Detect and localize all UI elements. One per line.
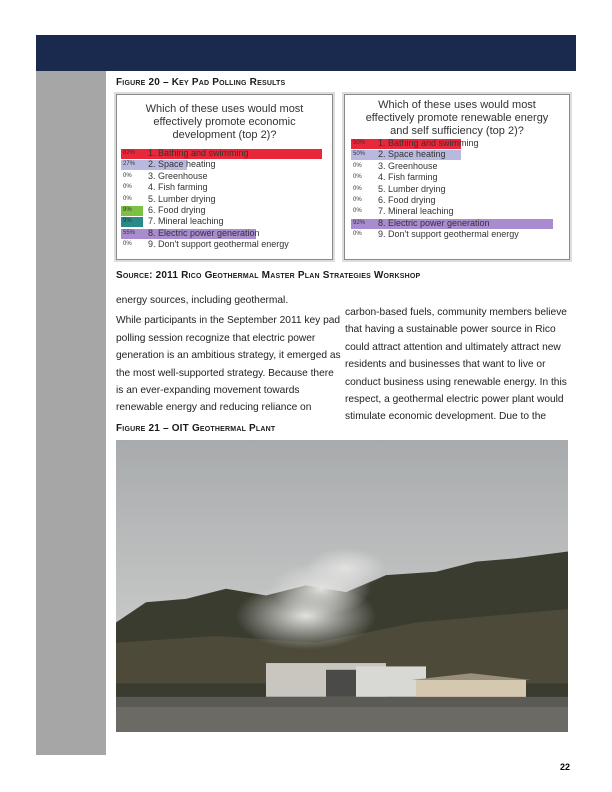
poll-percent: 0% [353,162,362,169]
poll-percent: 0% [123,195,132,202]
poll-option-label: 8. Electric power generation [378,217,490,228]
paragraph: While participants in the September 2011 key pad polling session recognize that electric power generation is an ambitious strategy, it emerged as the most well-supported strategy. Because there is an ever-expanding movement towards renewable energy and reducing reliance on [116,315,341,414]
figure-21-caption: Figure 21 – OIT Geothermal Plant [116,423,276,434]
poll-option-label: 6. Food drying [148,204,206,215]
poll-percent: 0% [353,174,362,181]
header-band [36,35,576,71]
poll-percent: 0% [353,208,362,215]
poll-option-label: 4. Fish farming [148,182,208,193]
poll-option-label: 8. Electric power generation [148,227,260,238]
figure-20-source: Source: 2011 Rico Geothermal Master Plan Strategies Workshop [116,270,421,281]
poll-option-label: 3. Greenhouse [148,170,208,181]
text-column-left [116,292,342,417]
poll-option-label: 1. Bathing and swimming [148,148,249,158]
geothermal-plant-photo [116,440,568,732]
poll-row [121,182,327,193]
poll-percent: 9% [123,218,132,225]
poll-percent: 50% [353,140,366,146]
poll-question: Which of these uses would most effectively promote economic development (top 2)? [145,103,304,141]
poll-option-label: 2. Space heating [378,149,446,160]
poll-percent: 82% [123,150,136,156]
poll-option-label: 7. Mineral leaching [148,216,224,227]
poll-row [351,206,553,217]
poll-row [121,228,327,239]
poll-option-label: 9. Don't support geothermal energy [148,239,289,250]
poll-chart-right [344,94,570,260]
poll-row [121,148,327,159]
poll-row [121,205,327,216]
poll-option-label: 3. Greenhouse [378,160,438,171]
poll-option-label: 1. Bathing and swimming [378,138,479,148]
poll-percent: 0% [123,241,132,248]
poll-row [121,216,327,227]
poll-option-label: 7. Mineral leaching [378,206,454,217]
poll-option-label: 4. Fish farming [378,172,438,183]
poll-option-label: 2. Space heating [148,159,216,170]
poll-option-label: 9. Don't support geothermal energy [378,229,519,240]
poll-row [351,229,553,240]
poll-row [351,161,553,172]
poll-option-label: 6. Food drying [378,194,436,205]
poll-percent: 0% [353,231,362,238]
sidebar-band [36,71,106,755]
poll-option-label: 5. Lumber drying [378,183,446,194]
poll-row [121,159,327,170]
poll-row [121,171,327,182]
poll-row [121,194,327,205]
page-number: 22 [560,762,571,772]
poll-row [351,138,553,149]
paragraph: energy sources, including geothermal. [116,295,289,306]
poll-percent: 55% [123,229,136,236]
figure-20-caption: Figure 20 – Key Pad Polling Results [116,77,286,88]
poll-percent: 92% [353,219,366,226]
poll-percent: 27% [123,161,136,168]
poll-chart-left [116,94,333,260]
poll-question: Which of these uses would most effectively promote renewable energy and self sufficiency (top 2)? [365,99,549,137]
poll-percent: 9% [123,206,132,213]
poll-row [351,184,553,195]
poll-row [121,239,327,250]
poll-percent: 0% [123,172,132,179]
text-column-right: carbon-based fuels, community members believe that having a sustainable power source in Rico could attract attention and ultimately attract new residents and businesses that want to live or conduct business using renewable energy. In this respect, a geothermal electric power plant would stimulate economic development. Due to the [345,307,567,423]
poll-row [351,172,553,183]
poll-percent: 0% [353,196,362,203]
poll-percent: 0% [353,185,362,192]
poll-percent: 50% [353,151,366,158]
poll-option-label: 5. Lumber drying [148,193,216,204]
poll-row [351,218,553,229]
poll-percent: 0% [123,184,132,191]
poll-row [351,149,553,160]
poll-row [351,195,553,206]
